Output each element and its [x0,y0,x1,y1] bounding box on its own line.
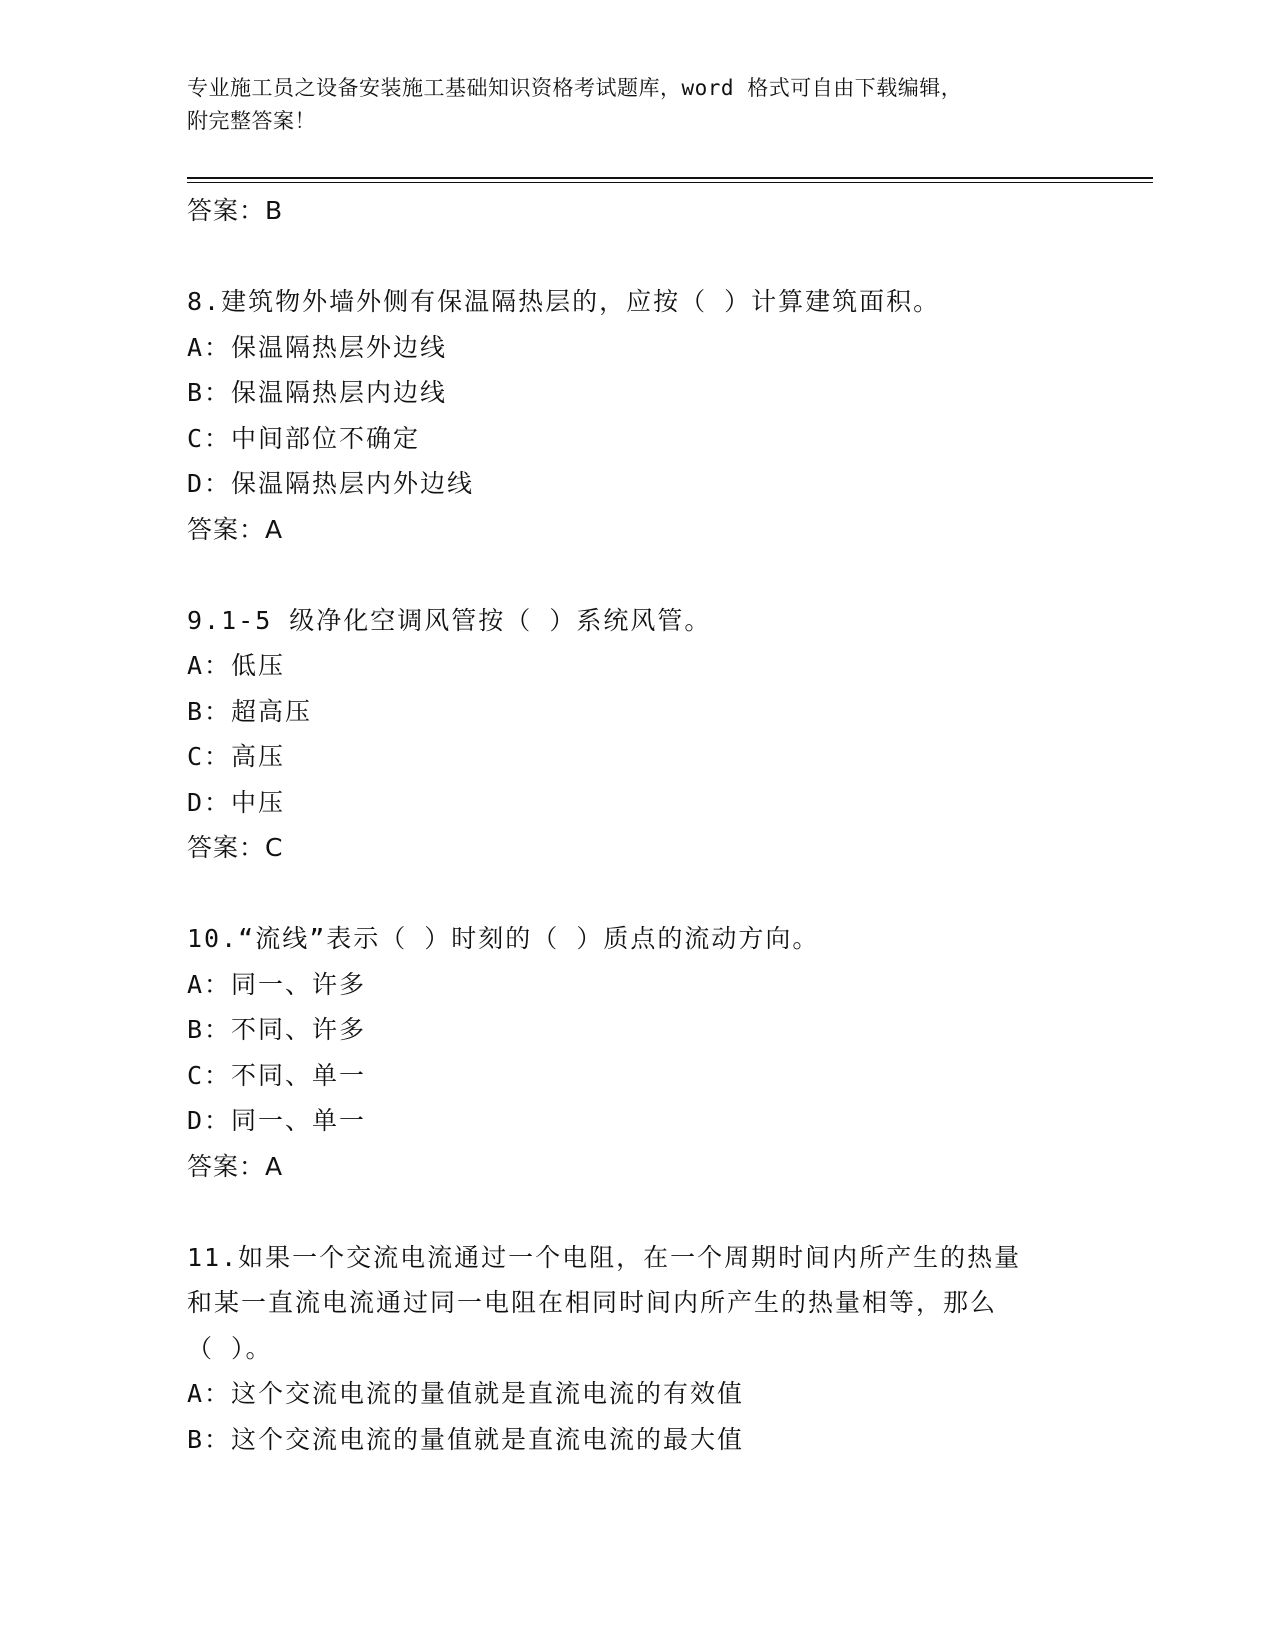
question-8 [187,279,1067,552]
option-c: C：中间部位不确定 [187,423,421,453]
option-b: B：不同、许多 [187,1015,367,1044]
question-content [187,188,1067,1462]
option-b: B：超高压 [187,696,313,726]
question-text: 9.1-5 级净化空调风管按（ ）系统风管。 [187,605,712,635]
header-rule-thin [187,182,1153,183]
previous-answer: 答案：B [187,196,284,225]
option-b: B：保温隔热层内边线 [187,378,448,407]
option-d: D：同一、单一 [187,1106,367,1135]
option-d: D：保温隔热层内外边线 [187,469,475,498]
header-line-1: 专业施工员之设备安装施工基础知识资格考试题库，word 格式可自由下载编辑， [187,76,963,100]
header-line-2: 附完整答案！ [187,109,316,133]
question-text-line-2: 和某一直流电流通过同一电阻在相同时间内所产生的热量相等，那么 [187,1288,998,1317]
answer: 答案：A [187,1151,284,1181]
question-text-line-1: 11.如果一个交流电流通过一个电阻，在一个周期时间内所产生的热量 [187,1242,1022,1272]
question-text-line-3: （ ）。 [187,1333,273,1363]
question-text: 8.建筑物外墙外侧有保温隔热层的，应按（ ）计算建筑面积。 [187,287,941,316]
question-9 [187,598,1067,871]
option-c: C：不同、单一 [187,1060,367,1090]
question-10 [187,916,1067,1189]
option-a: A：同一、许多 [187,969,367,999]
question-text: 10.“流线”表示（ ）时刻的（ ）质点的流动方向。 [187,924,820,953]
answer: 答案：C [187,833,284,862]
header-rule-thick [187,177,1153,179]
answer: 答案：A [187,514,284,544]
option-b: B：这个交流电流的量值就是直流电流的最大值 [187,1424,745,1454]
question-11 [187,1235,1067,1463]
page-header [187,72,1067,138]
option-d: D：中压 [187,787,286,817]
option-a: A：低压 [187,651,286,680]
option-c: C：高压 [187,742,286,771]
option-a: A：这个交流电流的量值就是直流电流的有效值 [187,1379,745,1408]
option-a: A：保温隔热层外边线 [187,332,448,362]
